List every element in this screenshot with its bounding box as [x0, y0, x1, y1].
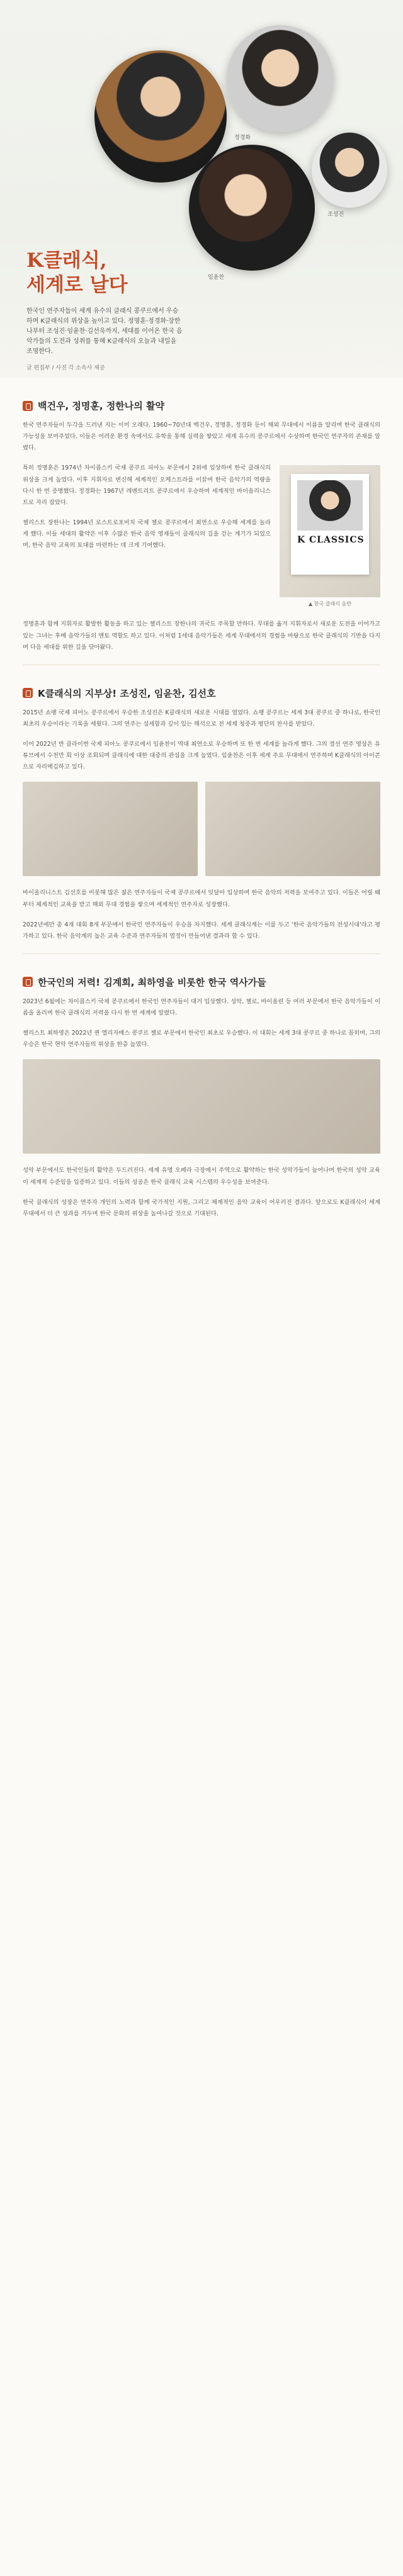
section-2-paragraph: 2015년 쇼팽 국제 피아노 콩쿠르에서 우승한 조성진은 K클래식의 새로운 시대를 열었다. 쇼팽 콩쿠르는 세계 3대 콩쿠르 중 하나로, 한국인 최초의 우승이라는 기록을 세웠다. 그의 연주는 섬세함과 깊이 있는 해석으로 전 세계 청중과 평단의 찬사를 받았다.: [23, 709, 380, 728]
section-2-paragraph: 바이올리니스트 김선호를 비롯해 많은 젊은 연주자들이 국제 콩쿠르에서 잇달아 입상하며 한국 음악의 저력을 보여주고 있다. 이들은 어릴 때부터 체계적인 교육을 받고 해외 무대 경험을 쌓으며 세계적인 연주자로 성장했다.: [23, 889, 380, 908]
section-3-paragraph: 2023년 6월에는 차이콥스키 국제 콩쿠르에서 한국인 연주자들이 대거 입상했다. 성악, 첼로, 바이올린 등 여러 부문에서 한국 음악가들이 이름을 올리며 한국 클래식의 저력을 다시 한 번 세계에 알렸다.: [23, 998, 380, 1016]
section-marker-icon: [23, 688, 33, 698]
section-2: [0, 665, 403, 942]
hero-lead: 한국인 연주자들이 세계 유수의 클래식 콩쿠르에서 우승하며 K클래식의 위상을 높이고 있다. 정명훈·정경화·장한나부터 조성진·임윤찬·김선욱까지, 세대를 이어온 한국 음악가들의 도전과 성취를 통해 K클래식의 오늘과 내일을 조명한다.: [26, 307, 183, 355]
section-2-header: [23, 665, 380, 707]
section-3-title: 한국인의 저력! 김계희, 최하영을 비롯한 한국 역사가들: [38, 976, 266, 988]
section-2-photo-row: [23, 782, 380, 876]
section-3-photo-row: [23, 1059, 380, 1154]
page-title: [26, 249, 184, 298]
section-2-paragraph: 이어 2022년 반 클라이번 국제 피아노 콩쿠르에서 임윤찬이 역대 최연소로 우승하며 또 한 번 세계를 놀라게 했다. 그의 결선 연주 영상은 유튜브에서 수천만 회 이상 조회되며 클래식에 대한 대중의 관심을 크게 높였다. 임윤찬은 이후 세계 주요 무대에서 연주하며 K클래식의 아이콘으로 자리매김하고 있다.: [23, 741, 380, 771]
footer-space: [0, 1229, 403, 1254]
section-marker-icon: [23, 977, 33, 987]
performance-photo: [23, 1059, 380, 1154]
performance-photo: [23, 782, 198, 876]
hero-text-block: [26, 249, 184, 371]
title-line-1: K클래식,: [26, 249, 107, 272]
album-cover-portrait: [297, 480, 363, 531]
section-1: [0, 378, 403, 653]
section-3-paragraph: 한국 클래식의 성장은 연주자 개인의 노력과 함께 국가적인 지원, 그리고 체계적인 음악 교육이 어우러진 결과다. 앞으로도 K클래식이 세계 무대에서 더 큰 성과를 거두며 한국 문화의 위상을 높여나갈 것으로 기대된다.: [23, 1198, 380, 1217]
section-2-title: K클래식의 지부상! 조성진, 임윤찬, 김선호: [38, 687, 216, 699]
hero-caption-b: 조성진: [327, 211, 344, 218]
hero-credit: 글 편집부 / 사진 각 소속사 제공: [26, 364, 105, 371]
section-1-header: [23, 378, 380, 420]
hero-photo-pianist-2: [312, 132, 387, 208]
section-3-header: [23, 954, 380, 996]
album-photo: [280, 465, 380, 607]
section-1-paragraph: 정명훈과 함께 지휘자로 활발한 활동을 하고 있는 첼리스트 장한나의 귀국도 주목할 만하다. 무대를 옮겨 지휘자로서 새로운 도전을 이어가고 있는 그녀는 후배 음악가들의 멘토 역할도 하고 있다. 이처럼 1세대 음악가들은 세계 무대에서의 경험을 바탕으로 한국 클래식의 기반을 다지며 다음 세대를 위한 길을 닦아왔다.: [23, 621, 380, 651]
album-caption: ▲ 한국 클래식 음반: [309, 601, 351, 607]
section-1-paragraph: 특히 정명훈은 1974년 차이콥스키 국제 콩쿠르 피아노 부문에서 2위에 입상하며 한국 클래식의 위상을 크게 높였다. 이후 지휘자로 변신해 세계적인 오케스트라를 이끌며 한국 음악가의 역량을 다시 한 번 증명했다. 정경화는 1967년 레벤트리트 콩쿠르에서 우승하며 세계적인 바이올리니스트로 자리 잡았다.: [23, 464, 271, 506]
section-3-paragraph: 첼리스트 최하영은 2022년 퀸 엘리자베스 콩쿠르 첼로 부문에서 한국인 최초로 우승했다. 이 대회는 세계 3대 콩쿠르 중 하나로 꼽히며, 그의 우승은 한국 현악 연주자들의 위상을 한층 높였다.: [23, 1030, 380, 1049]
section-1-paragraph: 한국 연주자들이 두각을 드러낸 지는 이미 오래다. 1960~70년대 백건우, 정명훈, 정경화 등이 해외 무대에서 이름을 알리며 한국 클래식의 가능성을 보여주었다. 이들은 어려운 환경 속에서도 유학을 통해 실력을 쌓았고 세계 유수의 콩쿠르에서 수상하며 한국인 연주자의 존재를 알렸다.: [23, 422, 380, 452]
album-cover-title: K CLASSICS: [297, 535, 365, 546]
section-1-title: 백건우, 정명훈, 정한나의 활약: [38, 400, 164, 412]
album-cover: [291, 474, 369, 575]
title-line-2: 세계로 날다: [26, 273, 128, 296]
hero-banner: [0, 0, 403, 378]
section-2-paragraph: 2022년에만 총 4개 대회 8개 부문에서 한국인 연주자들이 우승을 차지했다. 세계 클래식계는 이를 두고 '한국 음악가들의 전성시대'라고 평가하고 있다. 한국 음악계의 높은 교육 수준과 연주자들의 열정이 만들어낸 결과라 할 수 있다.: [23, 921, 380, 940]
hero-caption-c: 임윤찬: [208, 274, 225, 281]
section-3: [0, 954, 403, 1220]
section-1-paragraph: 첼리스트 장한나는 1994년 로스트로포비치 국제 첼로 콩쿠르에서 최연소로 우승해 세계를 놀라게 했다. 이들 세대의 활약은 이후 수많은 한국 음악 영재들이 클래식의 길을 걷는 계기가 되었으며, 한국 음악 교육의 토대를 마련하는 데 크게 기여했다.: [23, 519, 271, 549]
hero-caption-a: 정경화: [234, 135, 251, 141]
section-marker-icon: [23, 401, 33, 411]
hero-photo-violinist: [227, 25, 334, 132]
hero-photo-pianist: [189, 145, 315, 271]
performance-photo: [205, 782, 380, 876]
section-3-paragraph: 성악 부문에서도 한국인들의 활약은 두드러진다. 세계 유명 오페라 극장에서 주역으로 활약하는 한국 성악가들이 늘어나며 한국의 성악 교육이 세계적 수준임을 입증하고 있다. 이들의 성공은 한국 클래식 교육 시스템의 우수성을 보여준다.: [23, 1167, 380, 1186]
